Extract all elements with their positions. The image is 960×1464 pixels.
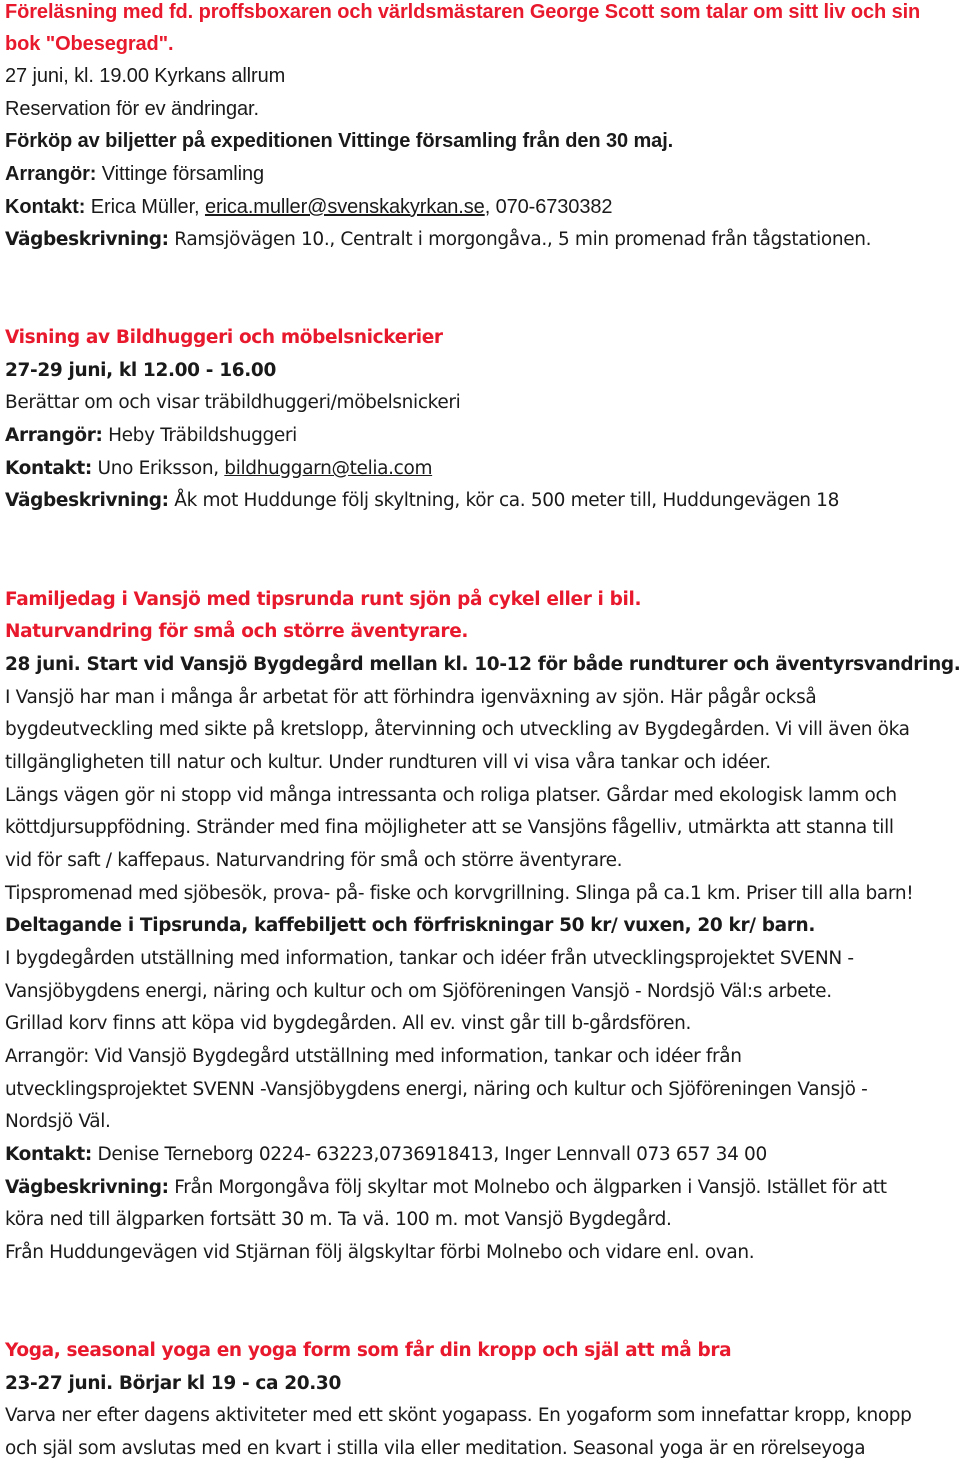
directions-value: Från Morgongåva följ skyltar mot Molnebo och älgparken i Vansjö. Istället för att bbox=[168, 1177, 887, 1198]
event-description: Berättar om och visar träbildhuggeri/möbelsnickeri bbox=[5, 392, 461, 413]
contact-line bbox=[5, 195, 612, 219]
event-date: 23-27 juni. Börjar kl 19 - ca 20.30 bbox=[5, 1373, 341, 1394]
contact-label: Kontakt: bbox=[5, 196, 86, 218]
organizer-value: Heby Träbildshuggeri bbox=[102, 425, 297, 446]
paragraph-line: Vansjöbygdens energi, näring och kultur och om Sjöföreningen Vansjö - Nordsjö Väl:s arbete. bbox=[5, 981, 832, 1002]
event-title: Yoga, seasonal yoga en yoga form som får din kropp och själ att må bra bbox=[5, 1340, 732, 1361]
contact-phone: , 070-6730382 bbox=[484, 196, 613, 218]
directions-label: Vägbeskrivning: bbox=[5, 1177, 169, 1198]
event-subtitle: Naturvandring för små och större äventyrare. bbox=[5, 621, 469, 642]
directions-label: Vägbeskrivning: bbox=[5, 490, 169, 511]
paragraph-line: Grillad korv finns att köpa vid bygdegården. All ev. vinst går till b-gårdsfören. bbox=[5, 1013, 692, 1034]
event-title: Föreläsning med fd. proffsboxaren och världsmästaren George Scott som talar om sitt liv och sin bbox=[5, 1, 921, 23]
contact-name: Erica Müller, bbox=[85, 196, 205, 218]
paragraph-line: bygdeutveckling med sikte på kretslopp, återvinning och utveckling av Bygdegården. Vi vill även öka bbox=[5, 719, 910, 740]
contact-email-link[interactable]: erica.muller@svenskakyrkan.se bbox=[204, 196, 485, 218]
directions-cont: Från Huddungevägen vid Stjärnan följ älgskyltar förbi Molnebo och vidare enl. ovan. bbox=[5, 1242, 755, 1263]
event-date: 28 juni. Start vid Vansjö Bygdegård mellan kl. 10-12 för både rundturer och äventyrsvandring. bbox=[5, 654, 960, 675]
event-date: 27 juni, kl. 19.00 Kyrkans allrum bbox=[5, 65, 286, 87]
directions-line bbox=[5, 489, 839, 513]
directions-line bbox=[5, 1176, 887, 1200]
event-title: Familjedag i Vansjö med tipsrunda runt sjön på cykel eller i bil. bbox=[5, 589, 642, 610]
paragraph-line: I Vansjö har man i många år arbetat för att förhindra igenväxning av sjön. Här pågår också bbox=[5, 687, 817, 708]
paragraph-line: Tipspromenad med sjöbesök, prova- på- fiske och korvgrillning. Slinga på ca.1 km. Priser till alla barn! bbox=[5, 883, 914, 904]
organizer-line bbox=[5, 162, 264, 186]
paragraph-line: och själ som avslutas med en kvart i stilla vila eller meditation. Seasonal yoga är en rörelseyoga bbox=[5, 1438, 866, 1459]
event-date: 27-29 juni, kl 12.00 - 16.00 bbox=[5, 360, 276, 381]
contact-email-link[interactable]: bildhuggarn@telia.com bbox=[224, 458, 433, 479]
directions-line bbox=[5, 228, 871, 252]
paragraph-line: utvecklingsprojektet SVENN -Vansjöbygdens energi, näring och kultur och Sjöföreningen Vansjö - bbox=[5, 1079, 868, 1100]
directions-label: Vägbeskrivning: bbox=[5, 229, 169, 250]
directions-value: Åk mot Huddunge följ skyltning, kör ca. 500 meter till, Huddungevägen 18 bbox=[168, 490, 840, 511]
paragraph-line: tillgängligheten till natur och kultur. Under rundturen vill vi visa våra tankar och idéer. bbox=[5, 752, 771, 773]
directions-value: Ramsjövägen 10., Centralt i morgongåva., 5 min promenad från tågstationen. bbox=[168, 229, 872, 250]
contact-line bbox=[5, 457, 432, 481]
event-title: Visning av Bildhuggeri och möbelsnickerier bbox=[5, 327, 443, 348]
paragraph-line: vid för saft / kaffepaus. Naturvandring för små och större äventyrare. bbox=[5, 850, 623, 871]
contact-name: Uno Eriksson, bbox=[91, 458, 225, 479]
reservation-note: Reservation för ev ändringar. bbox=[5, 98, 259, 120]
presale-info: Förköp av biljetter på expeditionen Vittinge församling från den 30 maj. bbox=[5, 130, 674, 152]
price-info: Deltagande i Tipsrunda, kaffebiljett och förfriskningar 50 kr/ vuxen, 20 kr/ barn. bbox=[5, 915, 816, 936]
paragraph-line: I bygdegården utställning med information, tankar och idéer från utvecklingsprojektet SVENN - bbox=[5, 948, 854, 969]
contact-label: Kontakt: bbox=[5, 458, 92, 479]
organizer-line bbox=[5, 424, 297, 448]
paragraph-line: Varva ner efter dagens aktiviteter med ett skönt yogapass. En yogaform som innefattar kropp, knopp bbox=[5, 1405, 912, 1426]
paragraph-line: Arrangör: Vid Vansjö Bygdegård utställning med information, tankar och idéer från bbox=[5, 1046, 742, 1067]
event-title-cont: bok "Obesegrad". bbox=[5, 33, 174, 55]
organizer-value: Vittinge församling bbox=[96, 163, 265, 185]
paragraph-line: Längs vägen gör ni stopp vid många intressanta och roliga platser. Gårdar med ekologisk lamm och bbox=[5, 785, 897, 806]
contact-value: Denise Terneborg 0224- 63223,0736918413, Inger Lennvall 073 657 34 00 bbox=[91, 1144, 767, 1165]
organizer-label: Arrangör: bbox=[5, 425, 103, 446]
organizer-label: Arrangör: bbox=[5, 163, 97, 185]
paragraph-line: köttdjursuppfödning. Stränder med fina möjligheter att se Vansjöns fågelliv, utmärkta att stanna till bbox=[5, 817, 894, 838]
contact-line bbox=[5, 1143, 767, 1167]
paragraph-line: Nordsjö Väl. bbox=[5, 1111, 111, 1132]
contact-label: Kontakt: bbox=[5, 1144, 92, 1165]
directions-cont: köra ned till älgparken fortsätt 30 m. Ta vä. 100 m. mot Vansjö Bygdegård. bbox=[5, 1209, 672, 1230]
